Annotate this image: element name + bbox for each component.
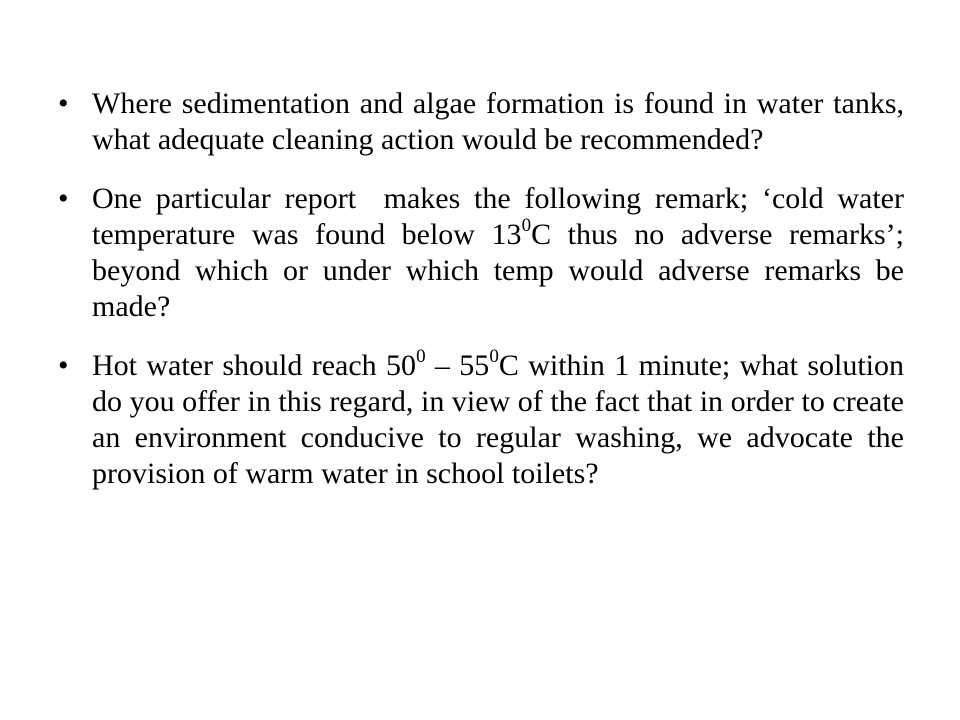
superscript-degree: 0 [521, 215, 532, 236]
superscript-degree: 0 [416, 346, 426, 367]
bullet-text: Hot water should reach $50^0 - 55^0C$ within 1 minute; what solution do you offer in this regard, in view of the fact that in order to create an environment conducive to regular washing, we advocate the provision of warm water in school toilets? [92, 346, 904, 490]
superscript-degree: 0 [489, 346, 499, 367]
bullet-item [58, 181, 904, 325]
bullet-dot-icon: • [58, 87, 69, 120]
bullet-dot-icon: • [58, 182, 69, 215]
bullet-text: Where sedimentation and algae formation is found in water tanks, what adequate cleaning action would be recommended? [92, 87, 904, 156]
bullet-item [58, 86, 904, 158]
bullet-dot-icon: • [58, 349, 69, 382]
bullet-text: One particular report makes the following remark; ‘cold water temperature was found below $13^0C$ thus no adverse remarks’; beyond which or under which temp would adverse remarks be made? [92, 182, 904, 323]
bullet-list [58, 86, 904, 515]
bullet-item [58, 348, 904, 492]
